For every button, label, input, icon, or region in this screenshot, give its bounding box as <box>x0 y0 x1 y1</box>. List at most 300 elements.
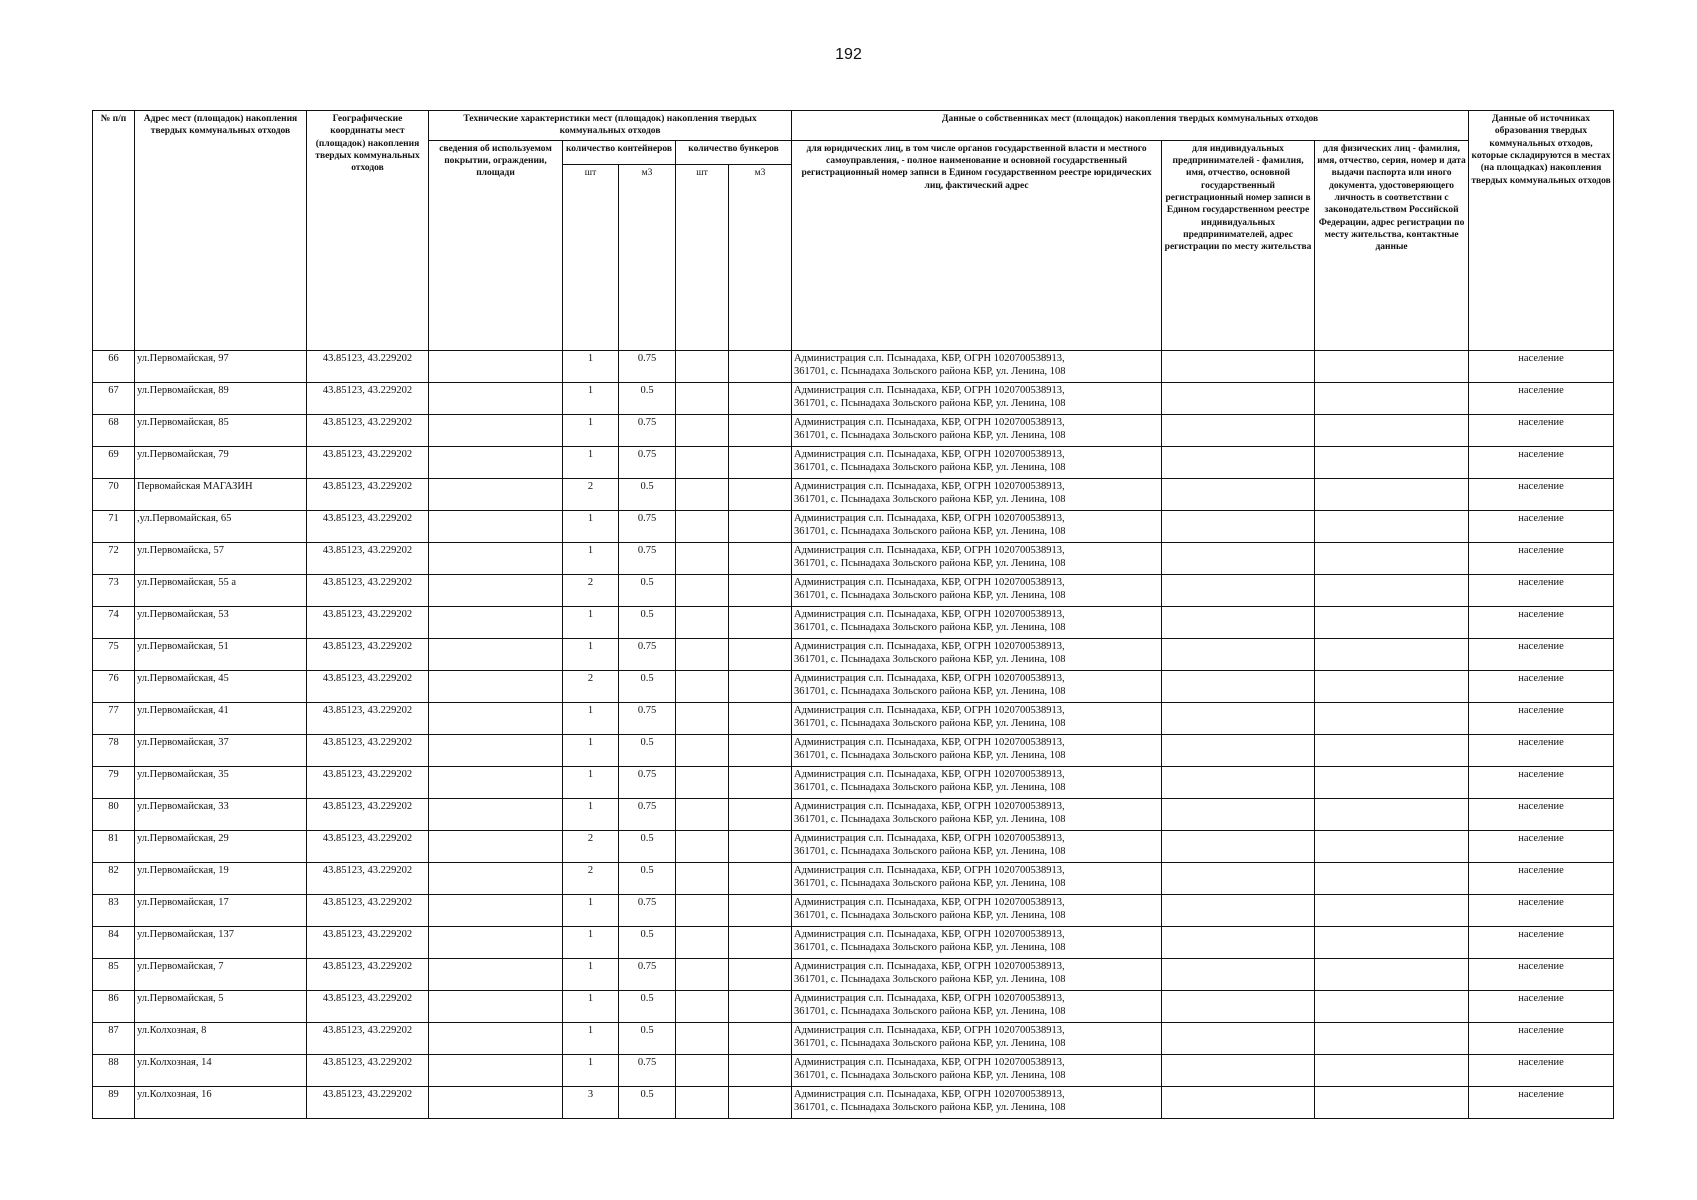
row-bunker-count <box>676 990 729 1022</box>
row-container-volume: 0.5 <box>619 734 676 766</box>
table-row <box>93 670 1614 702</box>
row-container-count: 2 <box>563 670 619 702</box>
row-bunker-volume <box>729 766 792 798</box>
row-coordinates: 43.85123, 43.229202 <box>307 1054 429 1086</box>
row-coordinates: 43.85123, 43.229202 <box>307 990 429 1022</box>
header-owners: Данные о собственниках мест (площадок) накопления твердых коммунальных отходов <box>792 111 1469 141</box>
owner-line-1: Администрация с.п. Псынадаха, КБР, ОГРН 1020700538913, <box>794 544 1065 556</box>
row-bunker-count <box>676 478 729 510</box>
row-bunker-volume <box>729 1054 792 1086</box>
row-coordinates: 43.85123, 43.229202 <box>307 1086 429 1118</box>
row-coordinates: 43.85123, 43.229202 <box>307 446 429 478</box>
header-unit-pcs: шт <box>563 164 619 350</box>
row-surface <box>429 1022 563 1054</box>
row-bunker-count <box>676 382 729 414</box>
row-surface <box>429 830 563 862</box>
row-container-volume: 0.75 <box>619 958 676 990</box>
header-unit-m3-2: м3 <box>729 164 792 350</box>
row-surface <box>429 702 563 734</box>
row-container-volume: 0.75 <box>619 894 676 926</box>
owner-line-2: 361701, с. Псынадаха Зольского района КБР, ул. Ленина, 108 <box>794 909 1066 921</box>
row-source: население <box>1469 542 1614 574</box>
waste-sites-table <box>92 110 1614 1119</box>
header-ip: для индивидуальных предпринимателей - фамилия, имя, отчество, основной государственный регистрационный номер записи в Едином государственном реестре индивидуальных предпринимателей, адрес регистрации по месту жительства <box>1162 140 1315 350</box>
row-bunker-count <box>676 766 729 798</box>
row-source: население <box>1469 1054 1614 1086</box>
header-coords: Географические координаты мест (площадок) накопления твердых коммунальных отходов <box>307 111 429 351</box>
row-ip-owner <box>1162 734 1315 766</box>
row-ip-owner <box>1162 990 1315 1022</box>
header-unit-pcs-2: шт <box>676 164 729 350</box>
row-number: 89 <box>93 1086 135 1118</box>
row-surface <box>429 574 563 606</box>
row-bunker-count <box>676 958 729 990</box>
owner-line-1: Администрация с.п. Псынадаха, КБР, ОГРН 1020700538913, <box>794 608 1065 620</box>
row-surface <box>429 446 563 478</box>
row-address: ул.Колхозная, 16 <box>135 1086 307 1118</box>
row-container-count: 1 <box>563 542 619 574</box>
row-phys-owner <box>1315 734 1469 766</box>
row-container-count: 1 <box>563 350 619 382</box>
row-source: население <box>1469 414 1614 446</box>
row-coordinates: 43.85123, 43.229202 <box>307 734 429 766</box>
row-legal-owner <box>792 574 1162 606</box>
row-bunker-count <box>676 894 729 926</box>
row-legal-owner <box>792 830 1162 862</box>
row-number: 86 <box>93 990 135 1022</box>
header-bunkers: количество бункеров <box>676 140 792 164</box>
row-number: 81 <box>93 830 135 862</box>
row-phys-owner <box>1315 1086 1469 1118</box>
row-ip-owner <box>1162 830 1315 862</box>
row-bunker-count <box>676 1054 729 1086</box>
row-phys-owner <box>1315 670 1469 702</box>
row-container-count: 3 <box>563 1086 619 1118</box>
table-row <box>93 1054 1614 1086</box>
row-phys-owner <box>1315 958 1469 990</box>
row-container-volume: 0.75 <box>619 350 676 382</box>
row-surface <box>429 958 563 990</box>
row-container-volume: 0.75 <box>619 542 676 574</box>
table-row <box>93 542 1614 574</box>
row-legal-owner <box>792 510 1162 542</box>
row-ip-owner <box>1162 350 1315 382</box>
row-bunker-volume <box>729 478 792 510</box>
row-container-volume: 0.75 <box>619 638 676 670</box>
owner-line-1: Администрация с.п. Псынадаха, КБР, ОГРН 1020700538913, <box>794 416 1065 428</box>
row-address: ул.Первомайска, 57 <box>135 542 307 574</box>
row-bunker-volume <box>729 446 792 478</box>
row-phys-owner <box>1315 702 1469 734</box>
row-container-count: 1 <box>563 926 619 958</box>
table-row <box>93 734 1614 766</box>
row-bunker-volume <box>729 734 792 766</box>
row-container-volume: 0.5 <box>619 670 676 702</box>
row-bunker-count <box>676 414 729 446</box>
row-surface <box>429 638 563 670</box>
row-coordinates: 43.85123, 43.229202 <box>307 638 429 670</box>
owner-line-2: 361701, с. Псынадаха Зольского района КБР, ул. Ленина, 108 <box>794 397 1066 409</box>
row-phys-owner <box>1315 510 1469 542</box>
row-container-count: 1 <box>563 766 619 798</box>
owner-line-2: 361701, с. Псынадаха Зольского района КБР, ул. Ленина, 108 <box>794 589 1066 601</box>
owner-line-1: Администрация с.п. Псынадаха, КБР, ОГРН 1020700538913, <box>794 384 1065 396</box>
row-source: население <box>1469 1086 1614 1118</box>
row-bunker-volume <box>729 638 792 670</box>
row-container-volume: 0.5 <box>619 1086 676 1118</box>
row-bunker-volume <box>729 670 792 702</box>
row-phys-owner <box>1315 414 1469 446</box>
table-row <box>93 926 1614 958</box>
row-phys-owner <box>1315 766 1469 798</box>
row-number: 66 <box>93 350 135 382</box>
row-number: 73 <box>93 574 135 606</box>
row-surface <box>429 542 563 574</box>
owner-line-2: 361701, с. Псынадаха Зольского района КБР, ул. Ленина, 108 <box>794 621 1066 633</box>
row-address: ул.Первомайская, 35 <box>135 766 307 798</box>
header-address: Адрес мест (площадок) накопления твердых коммунальных отходов <box>135 111 307 351</box>
row-container-count: 1 <box>563 798 619 830</box>
row-container-count: 1 <box>563 1054 619 1086</box>
header-num: № п/п <box>93 111 135 351</box>
table-row <box>93 382 1614 414</box>
row-phys-owner <box>1315 1054 1469 1086</box>
row-bunker-count <box>676 862 729 894</box>
owner-line-2: 361701, с. Псынадаха Зольского района КБР, ул. Ленина, 108 <box>794 813 1066 825</box>
row-coordinates: 43.85123, 43.229202 <box>307 702 429 734</box>
row-legal-owner <box>792 446 1162 478</box>
row-address: Первомайская МАГАЗИН <box>135 478 307 510</box>
row-bunker-count <box>676 734 729 766</box>
row-address: ул.Первомайская, 137 <box>135 926 307 958</box>
row-container-count: 1 <box>563 702 619 734</box>
owner-line-1: Администрация с.п. Псынадаха, КБР, ОГРН 1020700538913, <box>794 864 1065 876</box>
header-sources: Данные об источниках образования твердых коммунальных отходов, которые складируются в местах (на площадках) накопления твердых коммунальных отходов <box>1469 111 1614 351</box>
row-container-volume: 0.75 <box>619 1054 676 1086</box>
row-surface <box>429 510 563 542</box>
header-legal: для юридических лиц, в том числе органов государственной власти и местного самоуправления, - полное наименование и основной государственный регистрационный номер записи в Едином государственном реестре юридических лиц, фактический адрес <box>792 140 1162 350</box>
row-ip-owner <box>1162 766 1315 798</box>
row-legal-owner <box>792 542 1162 574</box>
row-container-volume: 0.75 <box>619 766 676 798</box>
row-container-volume: 0.75 <box>619 414 676 446</box>
owner-line-2: 361701, с. Псынадаха Зольского района КБР, ул. Ленина, 108 <box>794 525 1066 537</box>
table-row <box>93 766 1614 798</box>
table-row <box>93 958 1614 990</box>
table-row <box>93 798 1614 830</box>
row-ip-owner <box>1162 382 1315 414</box>
owner-line-1: Администрация с.п. Псынадаха, КБР, ОГРН 1020700538913, <box>794 1024 1065 1036</box>
table-row <box>93 574 1614 606</box>
row-ip-owner <box>1162 510 1315 542</box>
row-container-volume: 0.5 <box>619 606 676 638</box>
owner-line-2: 361701, с. Псынадаха Зольского района КБР, ул. Ленина, 108 <box>794 685 1066 697</box>
row-address: ул.Первомайская, 55 а <box>135 574 307 606</box>
owner-line-1: Администрация с.п. Псынадаха, КБР, ОГРН 1020700538913, <box>794 640 1065 652</box>
row-bunker-volume <box>729 606 792 638</box>
owner-line-1: Администрация с.п. Псынадаха, КБР, ОГРН 1020700538913, <box>794 512 1065 524</box>
row-container-count: 1 <box>563 382 619 414</box>
row-source: население <box>1469 798 1614 830</box>
row-coordinates: 43.85123, 43.229202 <box>307 958 429 990</box>
row-address: ул.Первомайская, 51 <box>135 638 307 670</box>
row-address: ,ул.Первомайская, 65 <box>135 510 307 542</box>
row-container-volume: 0.5 <box>619 382 676 414</box>
row-container-count: 1 <box>563 894 619 926</box>
owner-line-1: Администрация с.п. Псынадаха, КБР, ОГРН 1020700538913, <box>794 896 1065 908</box>
row-phys-owner <box>1315 478 1469 510</box>
row-phys-owner <box>1315 606 1469 638</box>
row-container-volume: 0.75 <box>619 510 676 542</box>
owner-line-2: 361701, с. Псынадаха Зольского района КБР, ул. Ленина, 108 <box>794 877 1066 889</box>
owner-line-2: 361701, с. Псынадаха Зольского района КБР, ул. Ленина, 108 <box>794 557 1066 569</box>
row-coordinates: 43.85123, 43.229202 <box>307 862 429 894</box>
row-bunker-volume <box>729 990 792 1022</box>
row-container-count: 2 <box>563 830 619 862</box>
row-container-volume: 0.75 <box>619 446 676 478</box>
row-coordinates: 43.85123, 43.229202 <box>307 510 429 542</box>
row-source: население <box>1469 670 1614 702</box>
row-source: население <box>1469 606 1614 638</box>
row-number: 72 <box>93 542 135 574</box>
owner-line-1: Администрация с.п. Псынадаха, КБР, ОГРН 1020700538913, <box>794 800 1065 812</box>
row-ip-owner <box>1162 958 1315 990</box>
row-surface <box>429 926 563 958</box>
row-bunker-count <box>676 350 729 382</box>
row-phys-owner <box>1315 798 1469 830</box>
row-address: ул.Первомайская, 19 <box>135 862 307 894</box>
row-source: население <box>1469 766 1614 798</box>
row-phys-owner <box>1315 926 1469 958</box>
row-address: ул.Первомайская, 17 <box>135 894 307 926</box>
row-container-volume: 0.5 <box>619 574 676 606</box>
row-coordinates: 43.85123, 43.229202 <box>307 478 429 510</box>
row-bunker-count <box>676 638 729 670</box>
row-container-count: 1 <box>563 606 619 638</box>
row-legal-owner <box>792 894 1162 926</box>
row-ip-owner <box>1162 414 1315 446</box>
row-bunker-volume <box>729 574 792 606</box>
row-bunker-volume <box>729 510 792 542</box>
row-legal-owner <box>792 926 1162 958</box>
row-number: 79 <box>93 766 135 798</box>
row-container-volume: 0.5 <box>619 862 676 894</box>
row-source: население <box>1469 926 1614 958</box>
row-surface <box>429 478 563 510</box>
row-address: ул.Первомайская, 33 <box>135 798 307 830</box>
row-source: население <box>1469 510 1614 542</box>
owner-line-1: Администрация с.п. Псынадаха, КБР, ОГРН 1020700538913, <box>794 736 1065 748</box>
row-legal-owner <box>792 478 1162 510</box>
table-row <box>93 894 1614 926</box>
row-legal-owner <box>792 382 1162 414</box>
owner-line-1: Администрация с.п. Псынадаха, КБР, ОГРН 1020700538913, <box>794 672 1065 684</box>
row-bunker-volume <box>729 830 792 862</box>
row-bunker-count <box>676 1022 729 1054</box>
table-row <box>93 510 1614 542</box>
row-number: 71 <box>93 510 135 542</box>
row-number: 82 <box>93 862 135 894</box>
page-number: 192 <box>835 46 862 63</box>
table-row <box>93 350 1614 382</box>
row-phys-owner <box>1315 542 1469 574</box>
row-container-volume: 0.5 <box>619 990 676 1022</box>
row-ip-owner <box>1162 478 1315 510</box>
row-phys-owner <box>1315 830 1469 862</box>
table-row <box>93 702 1614 734</box>
row-legal-owner <box>792 414 1162 446</box>
row-bunker-count <box>676 926 729 958</box>
owner-line-1: Администрация с.п. Псынадаха, КБР, ОГРН 1020700538913, <box>794 448 1065 460</box>
row-coordinates: 43.85123, 43.229202 <box>307 574 429 606</box>
row-number: 74 <box>93 606 135 638</box>
header-tech: Технические характеристики мест (площадок) накопления твердых коммунальных отходов <box>429 111 792 141</box>
owner-line-2: 361701, с. Псынадаха Зольского района КБР, ул. Ленина, 108 <box>794 1037 1066 1049</box>
row-number: 77 <box>93 702 135 734</box>
owner-line-2: 361701, с. Псынадаха Зольского района КБР, ул. Ленина, 108 <box>794 781 1066 793</box>
row-phys-owner <box>1315 574 1469 606</box>
row-number: 70 <box>93 478 135 510</box>
table-row <box>93 606 1614 638</box>
row-source: население <box>1469 830 1614 862</box>
owner-line-2: 361701, с. Псынадаха Зольского района КБР, ул. Ленина, 108 <box>794 1069 1066 1081</box>
row-number: 69 <box>93 446 135 478</box>
row-address: ул.Первомайская, 85 <box>135 414 307 446</box>
owner-line-2: 361701, с. Псынадаха Зольского района КБР, ул. Ленина, 108 <box>794 973 1066 985</box>
row-address: ул.Первомайская, 5 <box>135 990 307 1022</box>
owner-line-2: 361701, с. Псынадаха Зольского района КБР, ул. Ленина, 108 <box>794 461 1066 473</box>
row-legal-owner <box>792 638 1162 670</box>
row-surface <box>429 1086 563 1118</box>
row-number: 78 <box>93 734 135 766</box>
row-bunker-volume <box>729 542 792 574</box>
row-number: 84 <box>93 926 135 958</box>
row-ip-owner <box>1162 702 1315 734</box>
row-ip-owner <box>1162 926 1315 958</box>
row-surface <box>429 990 563 1022</box>
owner-line-2: 361701, с. Псынадаха Зольского района КБР, ул. Ленина, 108 <box>794 845 1066 857</box>
row-ip-owner <box>1162 798 1315 830</box>
row-number: 67 <box>93 382 135 414</box>
row-bunker-count <box>676 542 729 574</box>
row-number: 75 <box>93 638 135 670</box>
row-coordinates: 43.85123, 43.229202 <box>307 766 429 798</box>
row-ip-owner <box>1162 542 1315 574</box>
row-container-volume: 0.75 <box>619 702 676 734</box>
row-source: население <box>1469 958 1614 990</box>
row-address: ул.Первомайская, 97 <box>135 350 307 382</box>
owner-line-1: Администрация с.п. Псынадаха, КБР, ОГРН 1020700538913, <box>794 704 1065 716</box>
owner-line-2: 361701, с. Псынадаха Зольского района КБР, ул. Ленина, 108 <box>794 1005 1066 1017</box>
owner-line-1: Администрация с.п. Псынадаха, КБР, ОГРН 1020700538913, <box>794 1088 1065 1100</box>
row-container-count: 1 <box>563 638 619 670</box>
row-address: ул.Первомайская, 7 <box>135 958 307 990</box>
table-row <box>93 414 1614 446</box>
row-source: население <box>1469 702 1614 734</box>
row-surface <box>429 382 563 414</box>
row-bunker-volume <box>729 350 792 382</box>
row-container-volume: 0.75 <box>619 798 676 830</box>
row-address: ул.Колхозная, 14 <box>135 1054 307 1086</box>
row-coordinates: 43.85123, 43.229202 <box>307 414 429 446</box>
row-bunker-count <box>676 1086 729 1118</box>
row-bunker-volume <box>729 702 792 734</box>
row-address: ул.Первомайская, 37 <box>135 734 307 766</box>
row-coordinates: 43.85123, 43.229202 <box>307 382 429 414</box>
row-phys-owner <box>1315 382 1469 414</box>
row-container-volume: 0.5 <box>619 830 676 862</box>
row-bunker-count <box>676 606 729 638</box>
row-source: население <box>1469 734 1614 766</box>
row-ip-owner <box>1162 670 1315 702</box>
row-source: население <box>1469 894 1614 926</box>
owner-line-2: 361701, с. Псынадаха Зольского района КБР, ул. Ленина, 108 <box>794 1101 1066 1113</box>
row-source: население <box>1469 862 1614 894</box>
row-surface <box>429 606 563 638</box>
row-coordinates: 43.85123, 43.229202 <box>307 798 429 830</box>
row-surface <box>429 670 563 702</box>
row-phys-owner <box>1315 446 1469 478</box>
row-ip-owner <box>1162 446 1315 478</box>
row-bunker-volume <box>729 862 792 894</box>
row-legal-owner <box>792 862 1162 894</box>
row-number: 87 <box>93 1022 135 1054</box>
row-number: 88 <box>93 1054 135 1086</box>
row-bunker-volume <box>729 958 792 990</box>
owner-line-2: 361701, с. Псынадаха Зольского района КБР, ул. Ленина, 108 <box>794 749 1066 761</box>
row-number: 85 <box>93 958 135 990</box>
row-ip-owner <box>1162 862 1315 894</box>
owner-line-1: Администрация с.п. Псынадаха, КБР, ОГРН 1020700538913, <box>794 352 1065 364</box>
row-address: ул.Колхозная, 8 <box>135 1022 307 1054</box>
row-container-count: 1 <box>563 1022 619 1054</box>
row-surface <box>429 734 563 766</box>
owner-line-1: Администрация с.п. Псынадаха, КБР, ОГРН 1020700538913, <box>794 928 1065 940</box>
row-container-count: 1 <box>563 958 619 990</box>
row-container-volume: 0.5 <box>619 926 676 958</box>
row-phys-owner <box>1315 894 1469 926</box>
row-coordinates: 43.85123, 43.229202 <box>307 894 429 926</box>
row-phys-owner <box>1315 990 1469 1022</box>
owner-line-1: Администрация с.п. Псынадаха, КБР, ОГРН 1020700538913, <box>794 960 1065 972</box>
row-bunker-volume <box>729 798 792 830</box>
row-legal-owner <box>792 1086 1162 1118</box>
row-container-count: 1 <box>563 414 619 446</box>
row-bunker-count <box>676 510 729 542</box>
row-source: население <box>1469 638 1614 670</box>
row-coordinates: 43.85123, 43.229202 <box>307 830 429 862</box>
row-surface <box>429 798 563 830</box>
row-phys-owner <box>1315 350 1469 382</box>
owner-line-1: Администрация с.п. Псынадаха, КБР, ОГРН 1020700538913, <box>794 1056 1065 1068</box>
row-bunker-count <box>676 670 729 702</box>
table-row <box>93 862 1614 894</box>
row-surface <box>429 862 563 894</box>
row-surface <box>429 766 563 798</box>
row-bunker-volume <box>729 894 792 926</box>
row-legal-owner <box>792 798 1162 830</box>
row-container-count: 1 <box>563 734 619 766</box>
row-bunker-count <box>676 574 729 606</box>
row-number: 80 <box>93 798 135 830</box>
row-number: 83 <box>93 894 135 926</box>
row-coordinates: 43.85123, 43.229202 <box>307 670 429 702</box>
row-ip-owner <box>1162 1022 1315 1054</box>
row-legal-owner <box>792 1054 1162 1086</box>
row-phys-owner <box>1315 862 1469 894</box>
table-row <box>93 990 1614 1022</box>
row-container-count: 2 <box>563 862 619 894</box>
